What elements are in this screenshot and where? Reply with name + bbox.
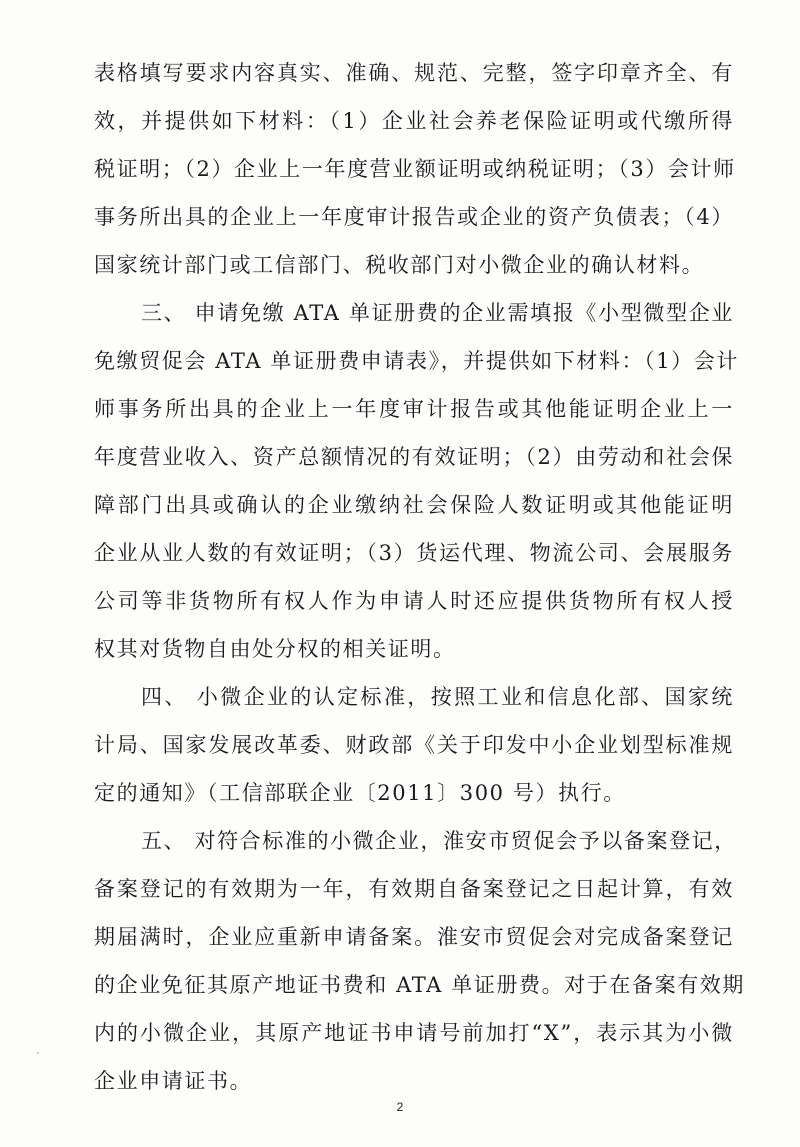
paragraph-line: 税证明；（2）企业上一年度营业额证明或纳税证明；（3）会计师 xyxy=(94,157,736,181)
section-heading-line: 四、 小微企业的认定标准，按照工业和信息化部、国家统 xyxy=(141,685,734,709)
paragraph-line: 期届满时，企业应重新申请备案。淮安市贸促会对完成备案登记 xyxy=(94,925,734,949)
paragraph-line: 表格填写要求内容真实、准确、规范、完整，签字印章齐全、有 xyxy=(94,61,734,85)
section-heading-line: 五、 对符合标准的小微企业，淮安市贸促会予以备案登记， xyxy=(141,829,737,853)
paragraph-line: 师事务所出具的企业上一年度审计报告或其他能证明企业上一 xyxy=(94,397,734,421)
paragraph-line: 定的通知》（工信部联企业〔2011〕300 号）执行。 xyxy=(94,781,626,805)
paragraph-line: 障部门出具或确认的企业缴纳社会保险人数证明或其他能证明 xyxy=(94,493,734,517)
paragraph-line: 备案登记的有效期为一年，有效期自备案登记之日起计算，有效 xyxy=(94,877,734,901)
paragraph-line: 事务所出具的企业上一年度审计报告或企业的资产负债表；（4） xyxy=(94,205,734,229)
section-heading-line: 三、 申请免缴 ATA 单证册费的企业需填报《小型微型企业 xyxy=(141,301,734,325)
paragraph-line: 权其对货物自由处分权的相关证明。 xyxy=(94,637,456,661)
page-number: 2 xyxy=(396,1100,404,1114)
paragraph-line: 效，并提供如下材料：（1）企业社会养老保险证明或代缴所得 xyxy=(94,109,734,133)
paragraph-line: 计局、国家发展改革委、财政部《关于印发中小企业划型标准规 xyxy=(94,733,734,757)
paragraph-line: 企业申请证书。 xyxy=(94,1069,253,1093)
paragraph-line: 公司等非货物所有权人作为申请人时还应提供货物所有权人授 xyxy=(94,589,734,613)
paragraph-line: 内的小微企业，其原产地证书申请号前加打“X”，表示其为小微 xyxy=(94,1021,734,1045)
paragraph-line: 国家统计部门或工信部门、税收部门对小微企业的确认材料。 xyxy=(94,253,705,277)
paragraph-line: 企业从业人数的有效证明；（3）货运代理、物流公司、会展服务 xyxy=(94,541,734,565)
paragraph-line: 免缴贸促会 ATA 单证册费申请表》，并提供如下材料：（1）会计 xyxy=(94,349,739,373)
scan-speck xyxy=(37,1052,39,1054)
paragraph-line: 年度营业收入、资产总额情况的有效证明；（2）由劳动和社会保 xyxy=(94,445,734,469)
paragraph-line: 的企业免征其原产地证书费和 ATA 单证册费。对于在备案有效期 xyxy=(94,973,745,997)
